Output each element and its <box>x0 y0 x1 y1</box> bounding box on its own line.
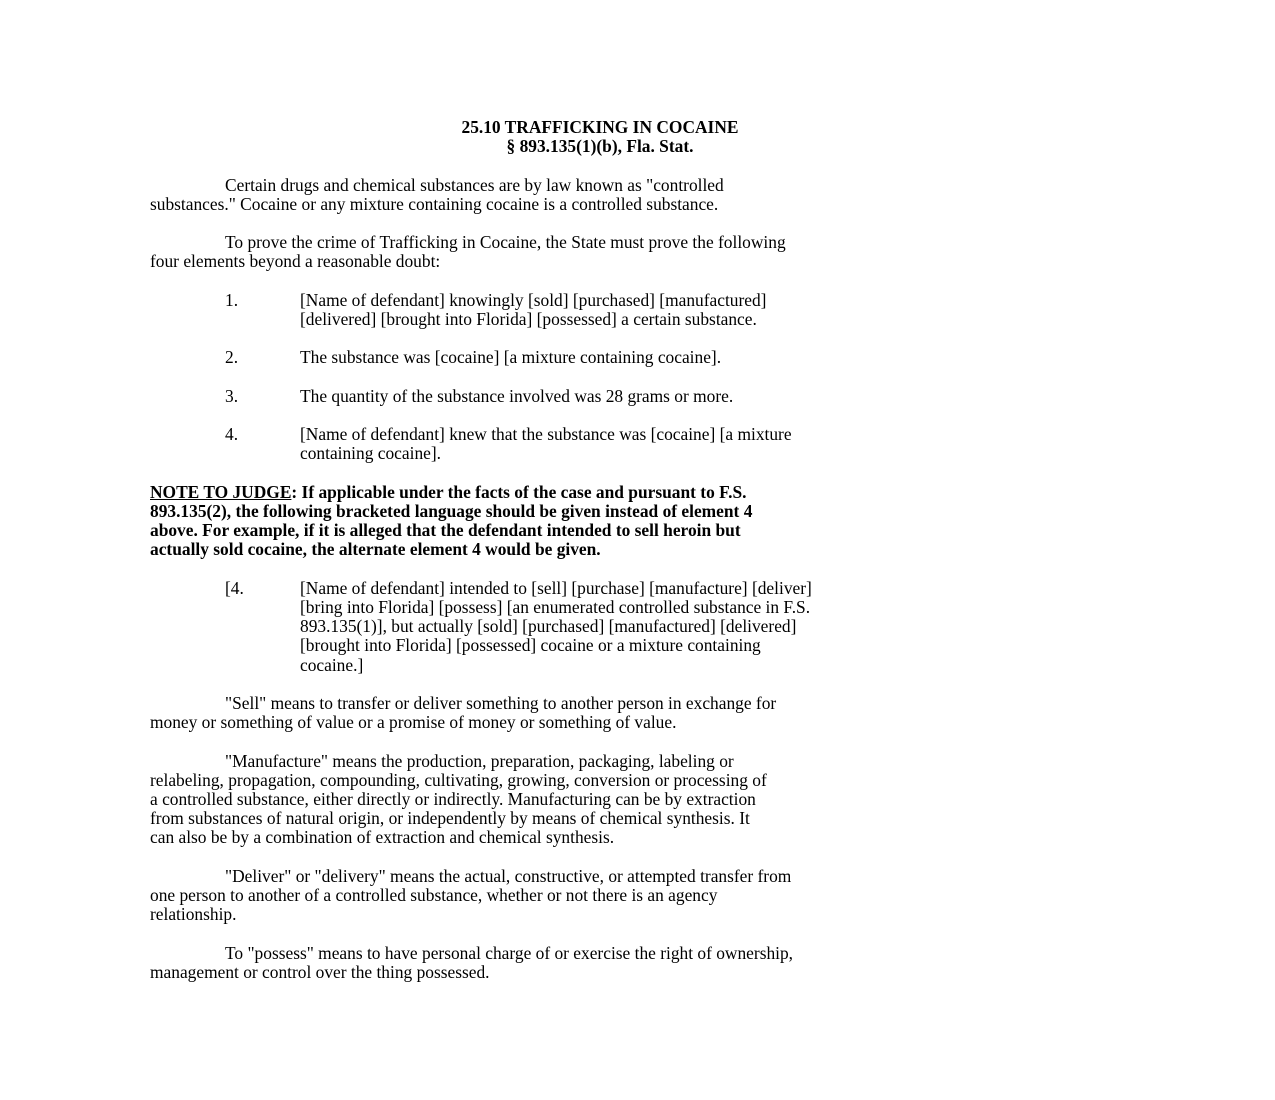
text-line: can also be by a combination of extraction and chemical synthesis. <box>150 827 615 848</box>
page-title <box>150 118 1050 156</box>
title-heading: 25.10 TRAFFICKING IN COCAINE <box>461 117 739 137</box>
text-line: The quantity of the substance involved was 28 grams or more. <box>300 385 734 406</box>
text-line: To prove the crime of Trafficking in Cocaine, the State must prove the following <box>225 232 786 253</box>
text-line: a controlled substance, either directly or indirectly. Manufacturing can be by extraction <box>150 788 756 809</box>
element-item-3 <box>150 387 1050 406</box>
text-line: [Name of defendant] knowingly [sold] [purchased] [manufactured] <box>300 289 767 310</box>
element-item-2 <box>150 348 1050 367</box>
note-to-judge <box>150 483 1050 560</box>
text-line: Certain drugs and chemical substances are by law known as "controlled <box>225 174 724 195</box>
text-line: [delivered] [brought into Florida] [possessed] a certain substance. <box>300 308 757 329</box>
text-line: [brought into Florida] [possessed] cocaine or a mixture containing <box>300 635 761 656</box>
note-label: NOTE TO JUDGE <box>150 481 292 502</box>
text-line: "Manufacture" means the production, preparation, packaging, labeling or <box>225 750 734 771</box>
text-line: four elements beyond a reasonable doubt: <box>150 251 441 272</box>
text-line: [Name of defendant] knew that the substance was [cocaine] [a mixture <box>300 424 792 445</box>
text-line: The substance was [cocaine] [a mixture containing cocaine]. <box>300 347 722 368</box>
element-number: 4. <box>225 424 239 445</box>
intro-paragraph <box>150 176 1050 214</box>
manufacture-definition <box>150 752 1050 848</box>
sell-definition <box>150 694 1050 732</box>
element-number: [4. <box>225 577 244 598</box>
text-line: To "possess" means to have personal charge of or exercise the right of ownership, <box>225 942 794 963</box>
text-line: substances." Cocaine or any mixture containing cocaine is a controlled substance. <box>150 193 719 214</box>
text-line: [Name of defendant] intended to [sell] [purchase] [manufacture] [deliver] <box>300 577 812 598</box>
note-text: : If applicable under the facts of the case and pursuant to F.S. <box>291 481 747 502</box>
text-line: "Deliver" or "delivery" means the actual, constructive, or attempted transfer from <box>225 865 792 886</box>
note-line: actually sold cocaine, the alternate element 4 would be given. <box>150 539 601 560</box>
alternate-element-4 <box>150 579 1050 675</box>
text-line: 893.135(1)], but actually [sold] [purchased] [manufactured] [delivered] <box>300 616 797 637</box>
text-line: money or something of value or a promise of money or something of value. <box>150 712 677 733</box>
text-line: containing cocaine]. <box>300 443 441 464</box>
document-page <box>150 118 1050 982</box>
text-line: cocaine.] <box>300 654 364 675</box>
note-line <box>150 483 1050 502</box>
note-line: 893.135(2), the following bracketed language should be given instead of element 4 <box>150 500 753 521</box>
prove-paragraph <box>150 233 1050 271</box>
element-item-4 <box>150 425 1050 463</box>
title-statute: § 893.135(1)(b), Fla. Stat. <box>506 136 694 157</box>
element-number: 3. <box>225 385 239 406</box>
text-line: from substances of natural origin, or independently by means of chemical synthesis. It <box>150 808 750 829</box>
text-line: relabeling, propagation, compounding, cultivating, growing, conversion or processing of <box>150 769 767 790</box>
elements-list <box>150 291 1050 464</box>
element-number: 1. <box>225 289 239 310</box>
alternate-element-list <box>150 579 1050 675</box>
text-line: one person to another of a controlled substance, whether or not there is an agency <box>150 884 718 905</box>
deliver-definition <box>150 867 1050 925</box>
text-line: relationship. <box>150 904 237 925</box>
text-line: "Sell" means to transfer or deliver something to another person in exchange for <box>225 692 777 713</box>
text-line: management or control over the thing possessed. <box>150 961 490 982</box>
element-item-1 <box>150 291 1050 329</box>
text-line: [bring into Florida] [possess] [an enumerated controlled substance in F.S. <box>300 596 811 617</box>
element-number: 2. <box>225 347 239 368</box>
note-line: above. For example, if it is alleged that the defendant intended to sell heroin but <box>150 520 741 541</box>
possess-definition <box>150 944 1050 982</box>
